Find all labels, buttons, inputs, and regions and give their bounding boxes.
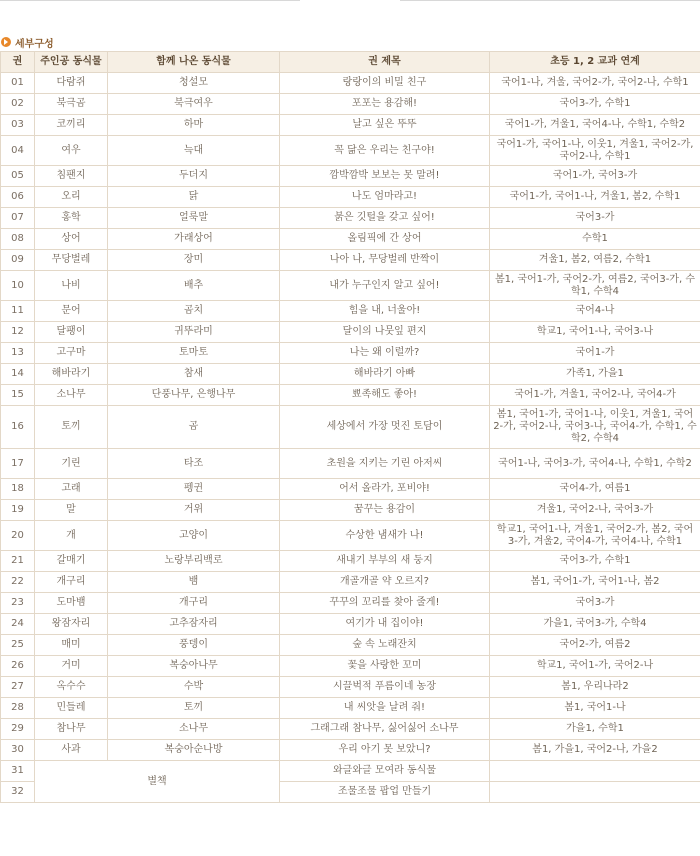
cell-volume-number: 08 xyxy=(1,229,35,250)
cell-main-character: 매미 xyxy=(35,635,108,656)
cell-volume-title: 개골개골 약 오르지? xyxy=(280,572,490,593)
cell-volume-number: 25 xyxy=(1,635,35,656)
cell-curriculum-link: 국어1-가, 겨울1, 국어2-나, 국어4-가 xyxy=(490,385,700,406)
cell-curriculum-link xyxy=(490,782,700,803)
cell-co-characters: 하마 xyxy=(108,115,280,136)
table-row xyxy=(1,322,700,343)
cell-co-characters: 수박 xyxy=(108,677,280,698)
cell-volume-title: 꿈꾸는 용감이 xyxy=(280,500,490,521)
cell-main-character: 말 xyxy=(35,500,108,521)
cell-main-character: 침팬지 xyxy=(35,166,108,187)
cell-co-characters: 청설모 xyxy=(108,73,280,94)
header-volume: 권 xyxy=(1,52,35,73)
cell-curriculum-link: 봄1, 국어1-나 xyxy=(490,698,700,719)
cell-volume-title: 내가 누구인지 알고 싶어! xyxy=(280,271,490,301)
cell-curriculum-link: 학교1, 국어1-나, 국어3-나 xyxy=(490,322,700,343)
table-row xyxy=(1,208,700,229)
table-row xyxy=(1,115,700,136)
cell-volume-number: 15 xyxy=(1,385,35,406)
cell-curriculum-link: 가을1, 수학1 xyxy=(490,719,700,740)
table-row xyxy=(1,572,700,593)
cell-volume-number: 09 xyxy=(1,250,35,271)
cell-main-character: 코끼리 xyxy=(35,115,108,136)
cell-curriculum-link: 국어1-가, 국어1-나, 이웃1, 겨울1, 국어2-가, 국어2-나, 수학1 xyxy=(490,136,700,166)
cell-curriculum-link: 학교1, 국어1-가, 국어2-나 xyxy=(490,656,700,677)
cell-volume-number: 16 xyxy=(1,406,35,449)
section-header xyxy=(1,35,54,49)
cell-volume-number: 06 xyxy=(1,187,35,208)
cell-main-character: 다람쥐 xyxy=(35,73,108,94)
table-row xyxy=(1,656,700,677)
cell-main-character: 소나무 xyxy=(35,385,108,406)
cell-main-character: 거미 xyxy=(35,656,108,677)
composition-table xyxy=(0,51,700,803)
cell-co-characters: 풍뎅이 xyxy=(108,635,280,656)
cell-curriculum-link: 국어3-가 xyxy=(490,593,700,614)
cell-curriculum-link: 가족1, 가을1 xyxy=(490,364,700,385)
cell-volume-number: 30 xyxy=(1,740,35,761)
header-co-characters: 함께 나온 동식물 xyxy=(108,52,280,73)
table-row xyxy=(1,343,700,364)
cell-main-character: 달팽이 xyxy=(35,322,108,343)
cell-co-characters: 단풍나무, 은행나무 xyxy=(108,385,280,406)
cell-volume-title: 수상한 냄새가 나! xyxy=(280,521,490,551)
cell-volume-number: 13 xyxy=(1,343,35,364)
table-row xyxy=(1,301,700,322)
cell-co-characters: 배추 xyxy=(108,271,280,301)
cell-main-character: 오리 xyxy=(35,187,108,208)
cell-main-character: 문어 xyxy=(35,301,108,322)
cell-co-characters: 고양이 xyxy=(108,521,280,551)
cell-volume-title: 올림픽에 간 상어 xyxy=(280,229,490,250)
cell-main-character: 개 xyxy=(35,521,108,551)
cell-volume-number: 17 xyxy=(1,449,35,479)
cell-volume-title: 나도 엄마라고! xyxy=(280,187,490,208)
cell-curriculum-link: 국어2-가, 여름2 xyxy=(490,635,700,656)
table-header-row xyxy=(1,52,700,73)
cell-co-characters: 펭귄 xyxy=(108,479,280,500)
cell-co-characters: 참새 xyxy=(108,364,280,385)
cell-main-character: 북극곰 xyxy=(35,94,108,115)
cell-main-character: 개구리 xyxy=(35,572,108,593)
cell-volume-title: 내 씨앗을 날려 줘! xyxy=(280,698,490,719)
cell-volume-title: 여기가 내 집이야! xyxy=(280,614,490,635)
table-row xyxy=(1,136,700,166)
cell-volume-title: 꽃을 사랑한 꼬미 xyxy=(280,656,490,677)
cell-curriculum-link: 겨울1, 국어2-나, 국어3-가 xyxy=(490,500,700,521)
cell-co-characters: 뱀 xyxy=(108,572,280,593)
cell-co-characters: 장미 xyxy=(108,250,280,271)
cell-volume-title: 그래그래 참나무, 싫어싫어 소나무 xyxy=(280,719,490,740)
cell-volume-number: 26 xyxy=(1,656,35,677)
cell-volume-number: 32 xyxy=(1,782,35,803)
cell-volume-number: 21 xyxy=(1,551,35,572)
cell-curriculum-link: 학교1, 국어1-나, 겨울1, 국어2-가, 봄2, 국어3-가, 겨울2, 국어4-가, 국어4-나, 수학1 xyxy=(490,521,700,551)
cell-curriculum-link: 국어4-가, 여름1 xyxy=(490,479,700,500)
cell-co-characters: 고추잠자리 xyxy=(108,614,280,635)
cell-co-characters: 거위 xyxy=(108,500,280,521)
cell-co-characters: 노랑부리백로 xyxy=(108,551,280,572)
cell-volume-title: 힘을 내, 너울아! xyxy=(280,301,490,322)
cell-curriculum-link: 국어4-나 xyxy=(490,301,700,322)
cell-co-characters: 곰 xyxy=(108,406,280,449)
cell-volume-number: 01 xyxy=(1,73,35,94)
cell-volume-title: 나아 나, 무당벌레 반짝이 xyxy=(280,250,490,271)
table-row xyxy=(1,73,700,94)
header-volume-title: 권 제목 xyxy=(280,52,490,73)
cell-main-character: 민들레 xyxy=(35,698,108,719)
table-row xyxy=(1,364,700,385)
table-row xyxy=(1,250,700,271)
cell-volume-number: 12 xyxy=(1,322,35,343)
cell-volume-title: 해바라기 아빠 xyxy=(280,364,490,385)
table-row xyxy=(1,229,700,250)
header-main-character: 주인공 동식물 xyxy=(35,52,108,73)
cell-volume-title: 시끌벅적 푸름이네 농장 xyxy=(280,677,490,698)
cell-co-characters: 두더지 xyxy=(108,166,280,187)
table-row xyxy=(1,406,700,449)
cell-volume-number: 22 xyxy=(1,572,35,593)
cell-volume-title: 어서 올라가, 포비야! xyxy=(280,479,490,500)
cell-co-characters: 가래상어 xyxy=(108,229,280,250)
cell-co-characters: 소나무 xyxy=(108,719,280,740)
cell-curriculum-link: 봄1, 가을1, 국어2-나, 가을2 xyxy=(490,740,700,761)
cell-curriculum-link: 봄1, 국어1-가, 국어2-가, 여름2, 국어3-가, 수학1, 수학4 xyxy=(490,271,700,301)
cell-co-characters: 타조 xyxy=(108,449,280,479)
cell-volume-title: 와글와글 모여라 동식물 xyxy=(280,761,490,782)
table-row xyxy=(1,698,700,719)
table-row xyxy=(1,740,700,761)
cell-main-character: 왕잠자리 xyxy=(35,614,108,635)
cell-co-characters: 토마토 xyxy=(108,343,280,364)
cell-main-character: 기린 xyxy=(35,449,108,479)
table-row xyxy=(1,449,700,479)
table-row xyxy=(1,635,700,656)
cell-main-character: 고구마 xyxy=(35,343,108,364)
cell-volume-number: 27 xyxy=(1,677,35,698)
cell-co-characters: 복숭아나무 xyxy=(108,656,280,677)
cell-main-character: 상어 xyxy=(35,229,108,250)
cell-main-character: 나비 xyxy=(35,271,108,301)
table-row xyxy=(1,614,700,635)
cell-curriculum-link: 봄1, 우리나라2 xyxy=(490,677,700,698)
top-divider-right xyxy=(400,0,700,1)
cell-co-characters: 토끼 xyxy=(108,698,280,719)
cell-curriculum-link: 국어3-가, 수학1 xyxy=(490,551,700,572)
cell-curriculum-link: 국어1-가 xyxy=(490,343,700,364)
cell-volume-number: 05 xyxy=(1,166,35,187)
cell-co-characters: 복숭아순나방 xyxy=(108,740,280,761)
cell-volume-number: 14 xyxy=(1,364,35,385)
cell-curriculum-link: 국어1-가, 국어1-나, 겨울1, 봄2, 수학1 xyxy=(490,187,700,208)
cell-main-character: 갈매기 xyxy=(35,551,108,572)
table-row xyxy=(1,719,700,740)
cell-curriculum-link xyxy=(490,761,700,782)
table-row xyxy=(1,187,700,208)
table-row xyxy=(1,385,700,406)
cell-volume-title: 조물조물 팝업 만들기 xyxy=(280,782,490,803)
cell-main-character: 해바라기 xyxy=(35,364,108,385)
table-row xyxy=(1,271,700,301)
top-divider-left xyxy=(0,0,300,1)
cell-volume-title: 날고 싶은 뚜뚜 xyxy=(280,115,490,136)
cell-co-characters: 닭 xyxy=(108,187,280,208)
cell-curriculum-link: 가을1, 국어3-가, 수학4 xyxy=(490,614,700,635)
cell-volume-title: 꾸꾸의 꼬리를 찾아 줄게! xyxy=(280,593,490,614)
cell-curriculum-link: 봄1, 국어1-가, 국어1-나, 이웃1, 겨울1, 국어2-가, 국어2-나, 국어3-나, 국어4-가, 수학1, 수학2, 수학4 xyxy=(490,406,700,449)
table-row xyxy=(1,593,700,614)
cell-main-character: 토끼 xyxy=(35,406,108,449)
cell-volume-title: 랑랑이의 비밀 친구 xyxy=(280,73,490,94)
table-row xyxy=(1,551,700,572)
table-row xyxy=(1,500,700,521)
table-row xyxy=(1,94,700,115)
cell-volume-title: 깜박깜박 보보는 못 말려! xyxy=(280,166,490,187)
section-title: 세부구성 xyxy=(15,38,54,50)
cell-volume-title: 숲 속 노래잔치 xyxy=(280,635,490,656)
cell-volume-title: 초원을 지키는 기린 아저씨 xyxy=(280,449,490,479)
cell-volume-number: 11 xyxy=(1,301,35,322)
cell-curriculum-link: 국어1-나, 겨울, 국어2-가, 국어2-나, 수학1 xyxy=(490,73,700,94)
cell-main-character: 옥수수 xyxy=(35,677,108,698)
cell-volume-title: 포포는 용감해! xyxy=(280,94,490,115)
cell-volume-title: 붉은 깃털을 갖고 싶어! xyxy=(280,208,490,229)
cell-volume-number: 28 xyxy=(1,698,35,719)
table-row xyxy=(1,677,700,698)
cell-volume-title: 우리 아기 못 보았니? xyxy=(280,740,490,761)
cell-curriculum-link: 국어3-가, 수학1 xyxy=(490,94,700,115)
cell-curriculum-link: 국어1-가, 겨울1, 국어4-나, 수학1, 수학2 xyxy=(490,115,700,136)
cell-curriculum-link: 봄1, 국어1-가, 국어1-나, 봄2 xyxy=(490,572,700,593)
cell-volume-number: 20 xyxy=(1,521,35,551)
cell-main-character: 무당벌레 xyxy=(35,250,108,271)
cell-volume-title: 뾰족해도 좋아! xyxy=(280,385,490,406)
cell-volume-title: 세상에서 가장 멋진 토담이 xyxy=(280,406,490,449)
cell-volume-number: 07 xyxy=(1,208,35,229)
cell-co-characters: 개구리 xyxy=(108,593,280,614)
cell-volume-number: 02 xyxy=(1,94,35,115)
cell-supplement-label: 별책 xyxy=(35,761,280,803)
top-divider xyxy=(0,0,700,2)
cell-volume-number: 19 xyxy=(1,500,35,521)
cell-main-character: 참나무 xyxy=(35,719,108,740)
cell-volume-number: 24 xyxy=(1,614,35,635)
cell-volume-number: 23 xyxy=(1,593,35,614)
cell-volume-title: 새내기 부부의 새 둥지 xyxy=(280,551,490,572)
cell-volume-title: 꼭 닮은 우리는 친구야! xyxy=(280,136,490,166)
cell-volume-title: 나는 왜 이럴까? xyxy=(280,343,490,364)
cell-co-characters: 귀뚜라미 xyxy=(108,322,280,343)
table-row xyxy=(1,521,700,551)
cell-co-characters: 북극여우 xyxy=(108,94,280,115)
cell-volume-number: 10 xyxy=(1,271,35,301)
cell-volume-number: 31 xyxy=(1,761,35,782)
cell-volume-number: 04 xyxy=(1,136,35,166)
cell-main-character: 사과 xyxy=(35,740,108,761)
cell-curriculum-link: 겨울1, 봄2, 여름2, 수학1 xyxy=(490,250,700,271)
cell-curriculum-link: 수학1 xyxy=(490,229,700,250)
cell-main-character: 여우 xyxy=(35,136,108,166)
bullet-arrow-icon xyxy=(1,37,11,47)
cell-main-character: 홍학 xyxy=(35,208,108,229)
table-row xyxy=(1,761,700,782)
cell-main-character: 도마뱀 xyxy=(35,593,108,614)
cell-curriculum-link: 국어3-가 xyxy=(490,208,700,229)
cell-co-characters: 늑대 xyxy=(108,136,280,166)
cell-curriculum-link: 국어1-가, 국어3-가 xyxy=(490,166,700,187)
cell-volume-number: 29 xyxy=(1,719,35,740)
cell-volume-number: 03 xyxy=(1,115,35,136)
cell-co-characters: 곰치 xyxy=(108,301,280,322)
cell-curriculum-link: 국어1-나, 국어3-가, 국어4-나, 수학1, 수학2 xyxy=(490,449,700,479)
table-row xyxy=(1,479,700,500)
cell-volume-number: 18 xyxy=(1,479,35,500)
cell-volume-title: 달이의 나뭇잎 편지 xyxy=(280,322,490,343)
table-row xyxy=(1,166,700,187)
header-curriculum-link: 초등 1, 2 교과 연계 xyxy=(490,52,700,73)
cell-co-characters: 얼룩말 xyxy=(108,208,280,229)
cell-main-character: 고래 xyxy=(35,479,108,500)
